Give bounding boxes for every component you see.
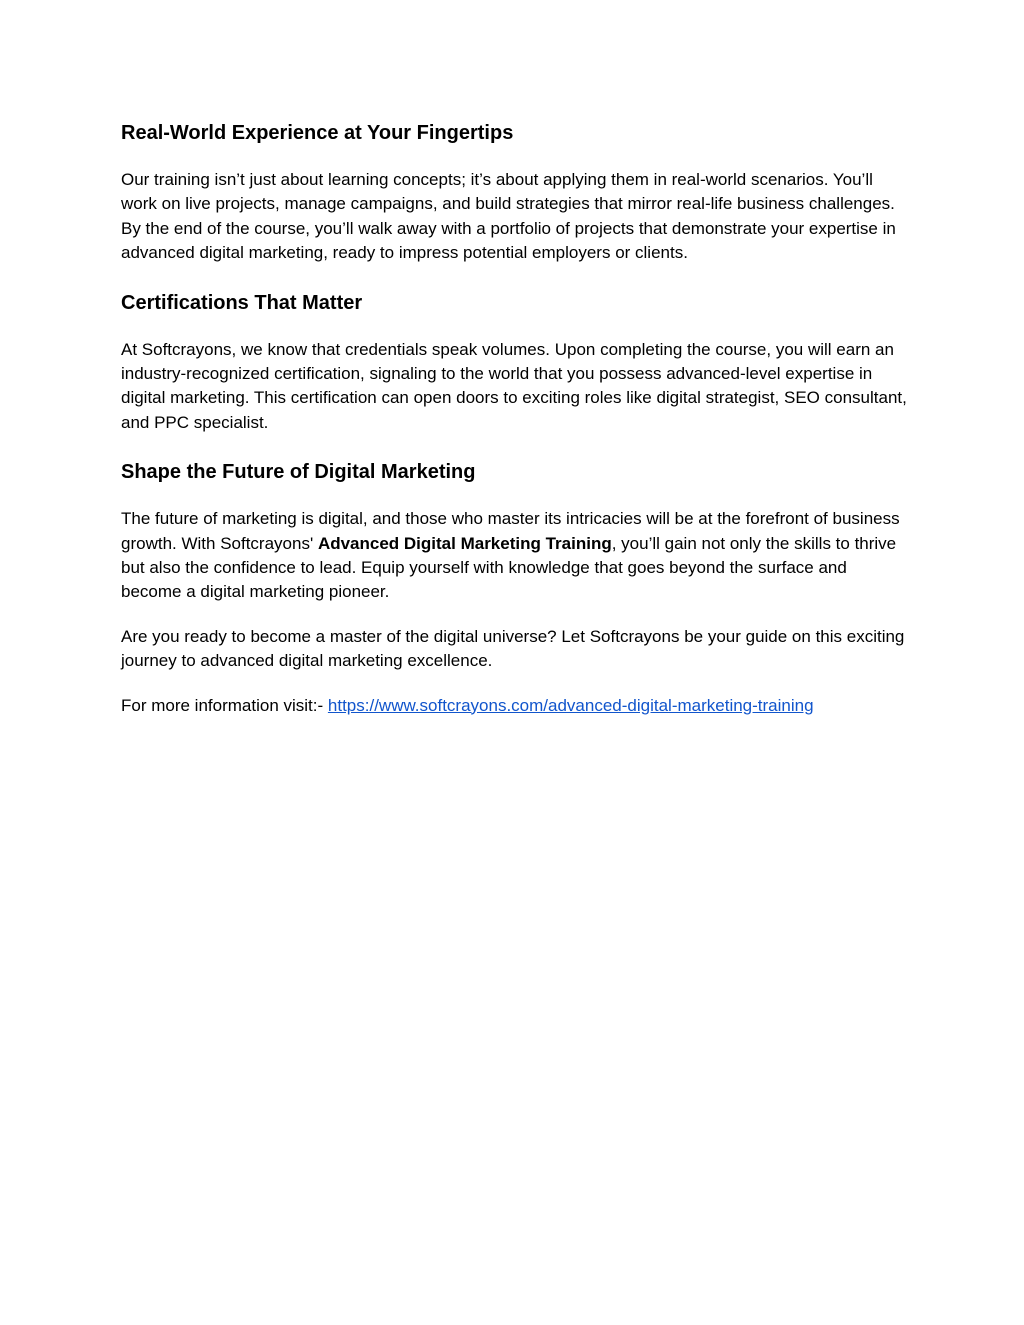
section-paragraph	[121, 507, 911, 605]
more-info-label: For more information visit:-	[121, 695, 328, 715]
course-link[interactable]: https://www.softcrayons.com/advanced-digital-marketing-training	[327, 695, 814, 715]
section-paragraph: At Softcrayons, we know that credentials speak volumes. Upon completing the course, you will earn an industry-recognized certification, signaling to the world that you possess advanced-level expertise in digital marketing. This certification can open doors to exciting roles like digital strategist, SEO consultant, and PPC specialist.	[121, 339, 907, 432]
document-page	[121, 118, 911, 718]
section-heading: Real-World Experience at Your Fingertips	[121, 122, 514, 144]
more-info-line	[121, 694, 911, 718]
paragraph-text: , you’ll gain not only the skills to thrive but also the confidence to lead. Equip yourself with knowledge that goes beyond the surface and become a digital marketing pioneer.	[121, 533, 897, 602]
section-heading: Shape the Future of Digital Marketing	[121, 461, 476, 484]
bold-course-name: Advanced Digital Marketing Training	[317, 533, 612, 553]
section-paragraph: Our training isn’t just about learning concepts; it’s about applying them in real-world scenarios. You’ll work on live projects, manage campaigns, and build strategies that mirror real-life business challenges. By the end of the course, you’ll walk away with a portfolio of projects that demonstrate your expertise in advanced digital marketing, ready to impress potential employers or clients.	[121, 170, 896, 263]
paragraph-text: The future of marketing is digital, and those who master its intricacies will be at the forefront of business growth. With Softcrayons'	[121, 509, 900, 553]
section-heading: Certifications That Matter	[121, 291, 363, 314]
section-paragraph: Are you ready to become a master of the digital universe? Let Softcrayons be your guide on this exciting journey to advanced digital marketing excellence.	[121, 626, 905, 671]
